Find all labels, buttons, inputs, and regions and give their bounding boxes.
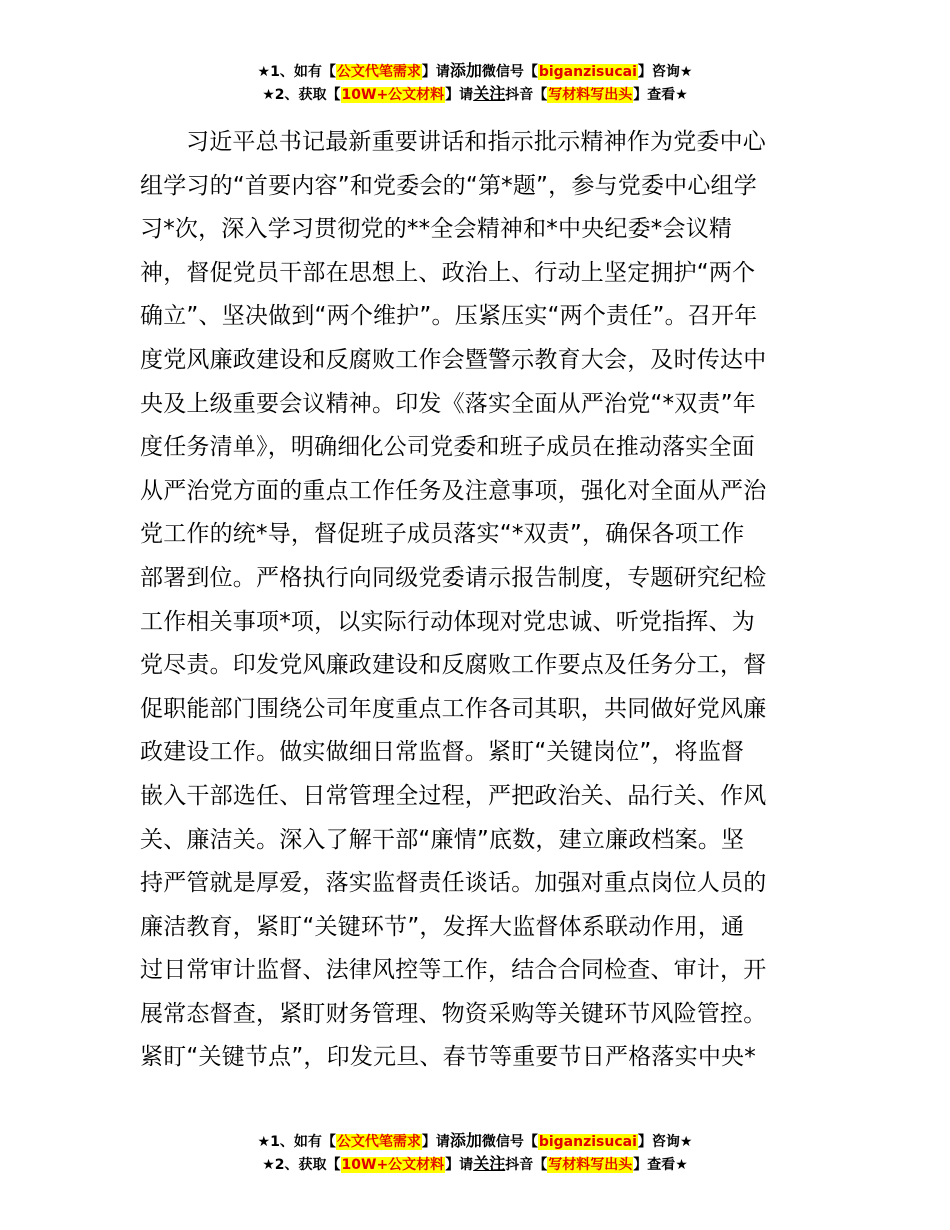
banner-highlight: 公文代笔需求 [336, 64, 421, 80]
banner-highlight: biganzisucai [538, 64, 637, 80]
banner-line-2: ★2、获取【10W+公文材料】请关注抖音【写材料写出头】查看★ [262, 1154, 688, 1173]
text-line: 展常态督查，紧盯财务管理、物资采购等关键环节风险管控。 [140, 1000, 767, 1027]
text-line: 从严治党方面的重点工作任务及注意事项，强化对全面从严治 [140, 477, 767, 504]
text-line: 度任务清单》，明确细化公司党委和班子成员在推动落实全面 [140, 434, 755, 461]
text-line: 确立”、坚决做到“两个维护”。压紧压实“两个责任”。召开年 [140, 303, 758, 330]
banner-highlight: biganzisucai [538, 1134, 637, 1150]
banner-highlight: 10W+公文材料 [341, 1157, 445, 1173]
text-line: 廉洁教育，紧盯“关键环节”，发挥大监督体系联动作用，通 [140, 913, 745, 940]
text-line: 紧盯“关键节点”，印发元旦、春节等重要节日严格落实中央* [140, 1044, 756, 1071]
text-line: 政建设工作。做实做细日常监督。紧盯“关键岗位”，将监督 [140, 739, 745, 766]
text-line: 度党风廉政建设和反腐败工作会暨警示教育大会，及时传达中 [140, 346, 767, 373]
text-line: 持严管就是厚爱，落实监督责任谈话。加强对重点岗位人员的 [140, 870, 767, 897]
banner-highlight: 公文代笔需求 [336, 1134, 421, 1150]
header-banner [0, 60, 950, 106]
text-line: 部署到位。严格执行向同级党委请示报告制度，专题研究纪检 [140, 564, 767, 591]
text-line: 习近平总书记最新重要讲话和指示批示精神作为党委中心 [186, 129, 766, 155]
text-line: 党工作的统*导，督促班子成员落实“*双责”，确保各项工作 [140, 521, 745, 548]
banner-line-1: ★1、如有【公文代笔需求】请添加微信号【biganzisucai】咨询★ [257, 61, 693, 80]
footer-banner [0, 1130, 950, 1176]
text-line: 习*次，深入学习贯彻党的**全会精神和*中央纪委*会议精 [140, 216, 733, 243]
banner-line-1: ★1、如有【公文代笔需求】请添加微信号【biganzisucai】咨询★ [257, 1131, 693, 1150]
banner-line-2: ★2、获取【10W+公文材料】请关注抖音【写材料写出头】查看★ [262, 84, 688, 103]
text-line: 促职能部门围绕公司年度重点工作各司其职，共同做好党风廉 [140, 695, 767, 722]
text-line: 嵌入干部选任、日常管理全过程，严把政治关、品行关、作风 [140, 782, 767, 809]
banner-highlight: 写材料写出头 [548, 87, 633, 103]
text-line: 工作相关事项*项，以实际行动体现对党忠诚、听党指挥、为 [140, 608, 755, 635]
text-line: 央及上级重要会议精神。印发《落实全面从严治党“*双责”年 [140, 390, 756, 417]
banner-highlight: 10W+公文材料 [341, 87, 445, 103]
text-line: 党尽责。印发党风廉政建设和反腐败工作要点及任务分工，督 [140, 652, 767, 679]
text-line: 过日常审计监督、法律风控等工作，结合合同检查、审计，开 [140, 957, 767, 984]
body-paragraph [140, 121, 812, 1080]
text-line: 组学习的“首要内容”和党委会的“第*题”，参与党委中心组学 [140, 172, 757, 199]
banner-highlight: 写材料写出头 [548, 1157, 633, 1173]
text-line: 神，督促党员干部在思想上、政治上、行动上坚定拥护“两个 [140, 259, 756, 286]
text-line: 关、廉洁关。深入了解干部“廉情”底数，建立廉政档案。坚 [140, 826, 745, 853]
